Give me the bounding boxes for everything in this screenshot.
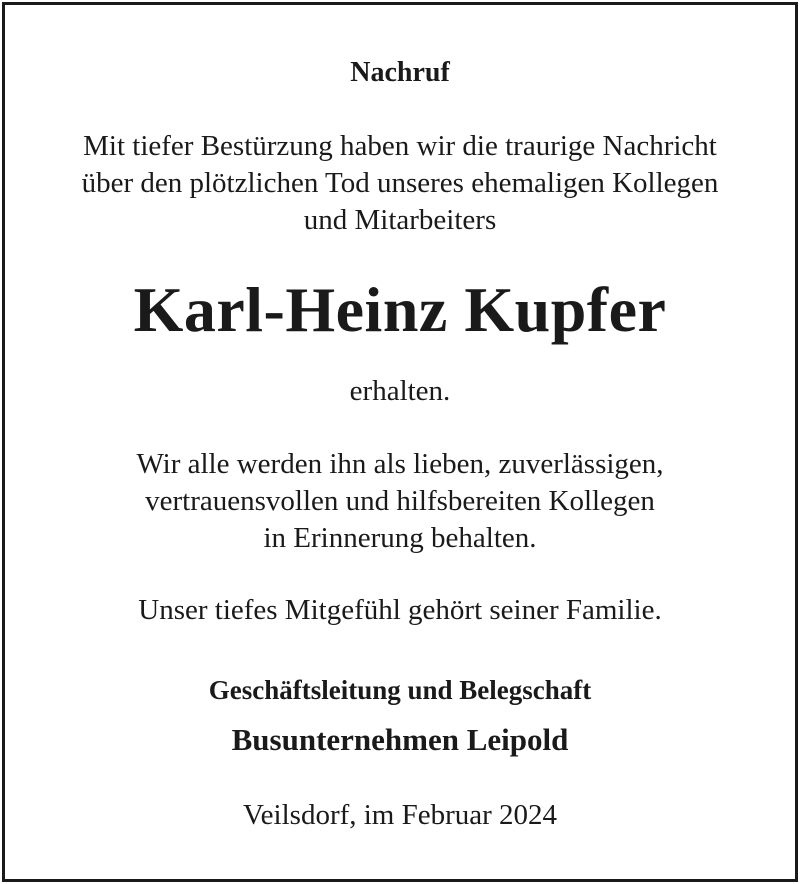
memory-line: Wir alle werden ihn als lieben, zuverlässigen, [136, 448, 664, 480]
memory-line: vertrauensvollen und hilfsbereiten Kollegen [145, 485, 655, 517]
intro-line: über den plötzlichen Tod unseres ehemaligen Kollegen [81, 167, 719, 199]
notice-heading: Nachruf [350, 57, 450, 88]
signatory-group: Geschäftsleitung und Belegschaft [208, 675, 592, 705]
condolence-text: Unser tiefes Mitgefühl gehört seiner Familie. [138, 594, 662, 626]
place-date: Veilsdorf, im Februar 2024 [242, 799, 558, 831]
memory-line: in Erinnerung behalten. [263, 522, 537, 554]
signatory-company: Busunternehmen Leipold [231, 722, 569, 757]
intro-paragraph [0, 128, 800, 239]
received-text: erhalten. [349, 375, 451, 407]
intro-line: und Mitarbeiters [303, 204, 497, 236]
deceased-name: Karl-Heinz Kupfer [133, 274, 667, 345]
intro-line: Mit tiefer Bestürzung haben wir die traurige Nachricht [83, 130, 717, 162]
memory-paragraph [0, 446, 800, 557]
